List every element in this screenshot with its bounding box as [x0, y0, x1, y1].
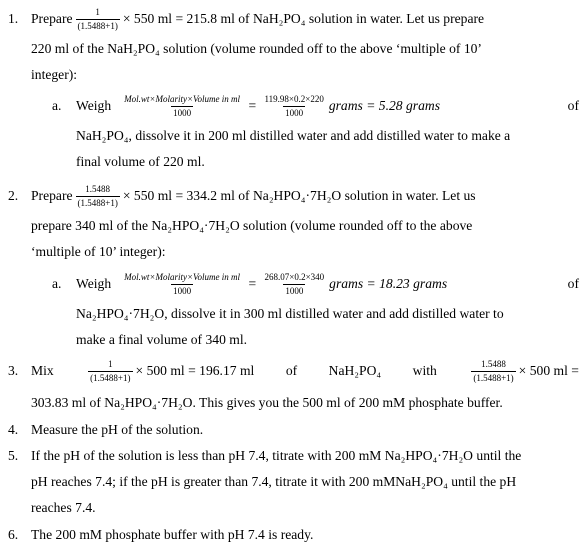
item-number: 3.: [8, 363, 19, 378]
item-1-line-2: 220 ml of the NaH₂PO₄ solution (volume rounded off to the above ‘multiple of 10’: [31, 41, 482, 56]
sub-letter: a.: [52, 98, 62, 113]
item-number: 4.: [8, 422, 19, 437]
ratio-fraction: $\frac{1}{(1.5488+1)}$: [77, 6, 118, 31]
item-1-line-1: [0, 8, 585, 30]
formula-fraction: $\frac{\text{Mol.wt×Molarity×Volume in ml}}{1000}$: [124, 93, 241, 118]
volume-equation: × 550 ml = 334.2 ml of Na₂HPO₄·7H₂O solution in water. Let us: [122, 188, 476, 203]
weigh-label: Weigh: [76, 98, 112, 113]
weight-result: grams = 18.23 grams: [329, 276, 448, 291]
item-5-line-3: reaches 7.4.: [31, 500, 96, 515]
item-2a-line-2: Na₂HPO₄·7H₂O, dissolve it in 300 ml distilled water and add distilled water to: [76, 306, 504, 321]
ratio-fraction: $\frac{1.5488}{(1.5488+1)}$: [473, 358, 514, 383]
item-1a-line-2: NaH₂PO₄, dissolve it in 200 ml distilled water and add distilled water to make a: [76, 128, 511, 143]
item-3-line-2: 303.83 ml of Na₂HPO₄·7H₂O. This gives you the 500 ml of 200 mM phosphate buffer.: [31, 395, 503, 410]
item-1-line-3: integer):: [31, 67, 78, 82]
item-2-line-2: prepare 340 ml of the Na₂HPO₄·7H₂O solution (volume rounded off to the above: [31, 218, 473, 233]
item-3-line-1: 3. Mix $\frac{1}{(1.5488+1)}$ × 500 ml = 196.17 ml of NaH₂PO₄ with $\frac{1.5488}{(1.5488+1)}$ × 500 ml =: [8, 358, 579, 383]
item-number: 1.: [8, 11, 19, 26]
item-2a-line-1: a. Weigh $\frac{\text{Mol.wt×Molarity×Volume in ml}}{1000}$ = $\frac{268.07\times 0.2\times 340}{1000}$ grams = 18.23 grams of: [52, 271, 579, 296]
prepare-label: Prepare: [31, 11, 73, 26]
ratio-fraction: $\frac{1.5488}{(1.5488+1)}$: [77, 183, 118, 208]
item-number: 5.: [8, 448, 19, 463]
weight-result: grams = 5.28 grams: [328, 98, 440, 113]
formula-fraction: $\frac{\text{Mol.wt×Molarity×Volume in ml}}{1000}$: [124, 271, 241, 296]
item-5-line-1: 5. If the pH of the solution is less than pH 7.4, titrate with 200 mM Na₂HPO₄·7H₂O until the: [8, 448, 522, 463]
values-fraction: $\frac{268.07\times 0.2\times 340}{1000}$: [264, 271, 325, 296]
item-number: 6.: [8, 527, 19, 542]
item-4: 4. Measure the pH of the solution.: [8, 422, 204, 437]
values-fraction: $\frac{119.98\times 0.2\times 220}{1000}$: [264, 93, 324, 118]
item-6: 6. The 200 mM phosphate buffer with pH 7.4 is ready.: [8, 527, 314, 542]
item-1a-line-3: final volume of 220 ml.: [76, 154, 205, 169]
weigh-label: Weigh: [76, 276, 112, 291]
item-2-line-1: [0, 185, 585, 207]
sub-letter: a.: [52, 276, 62, 291]
ratio-fraction: $\frac{1}{(1.5488+1)}$: [90, 358, 131, 383]
prepare-label: Prepare: [31, 188, 73, 203]
volume-equation: × 550 ml = 215.8 ml of NaH₂PO₄ solution in water. Let us prepare: [122, 11, 485, 26]
item-5-line-2: pH reaches 7.4; if the pH is greater than 7.4, titrate it with 200 mMNaH₂PO₄ until the pH: [31, 474, 517, 489]
item-2a-line-3: make a final volume of 340 ml.: [76, 332, 248, 347]
item-1a-line-1: a. Weigh $\frac{\text{Mol.wt×Molarity×Volume in ml}}{1000}$ = $\frac{119.98\times 0.2\times 220}{1000}$ grams = 5.28 grams of: [52, 93, 579, 118]
item-number: 2.: [8, 188, 19, 203]
item-2-line-3: ‘multiple of 10’ integer):: [31, 244, 166, 259]
